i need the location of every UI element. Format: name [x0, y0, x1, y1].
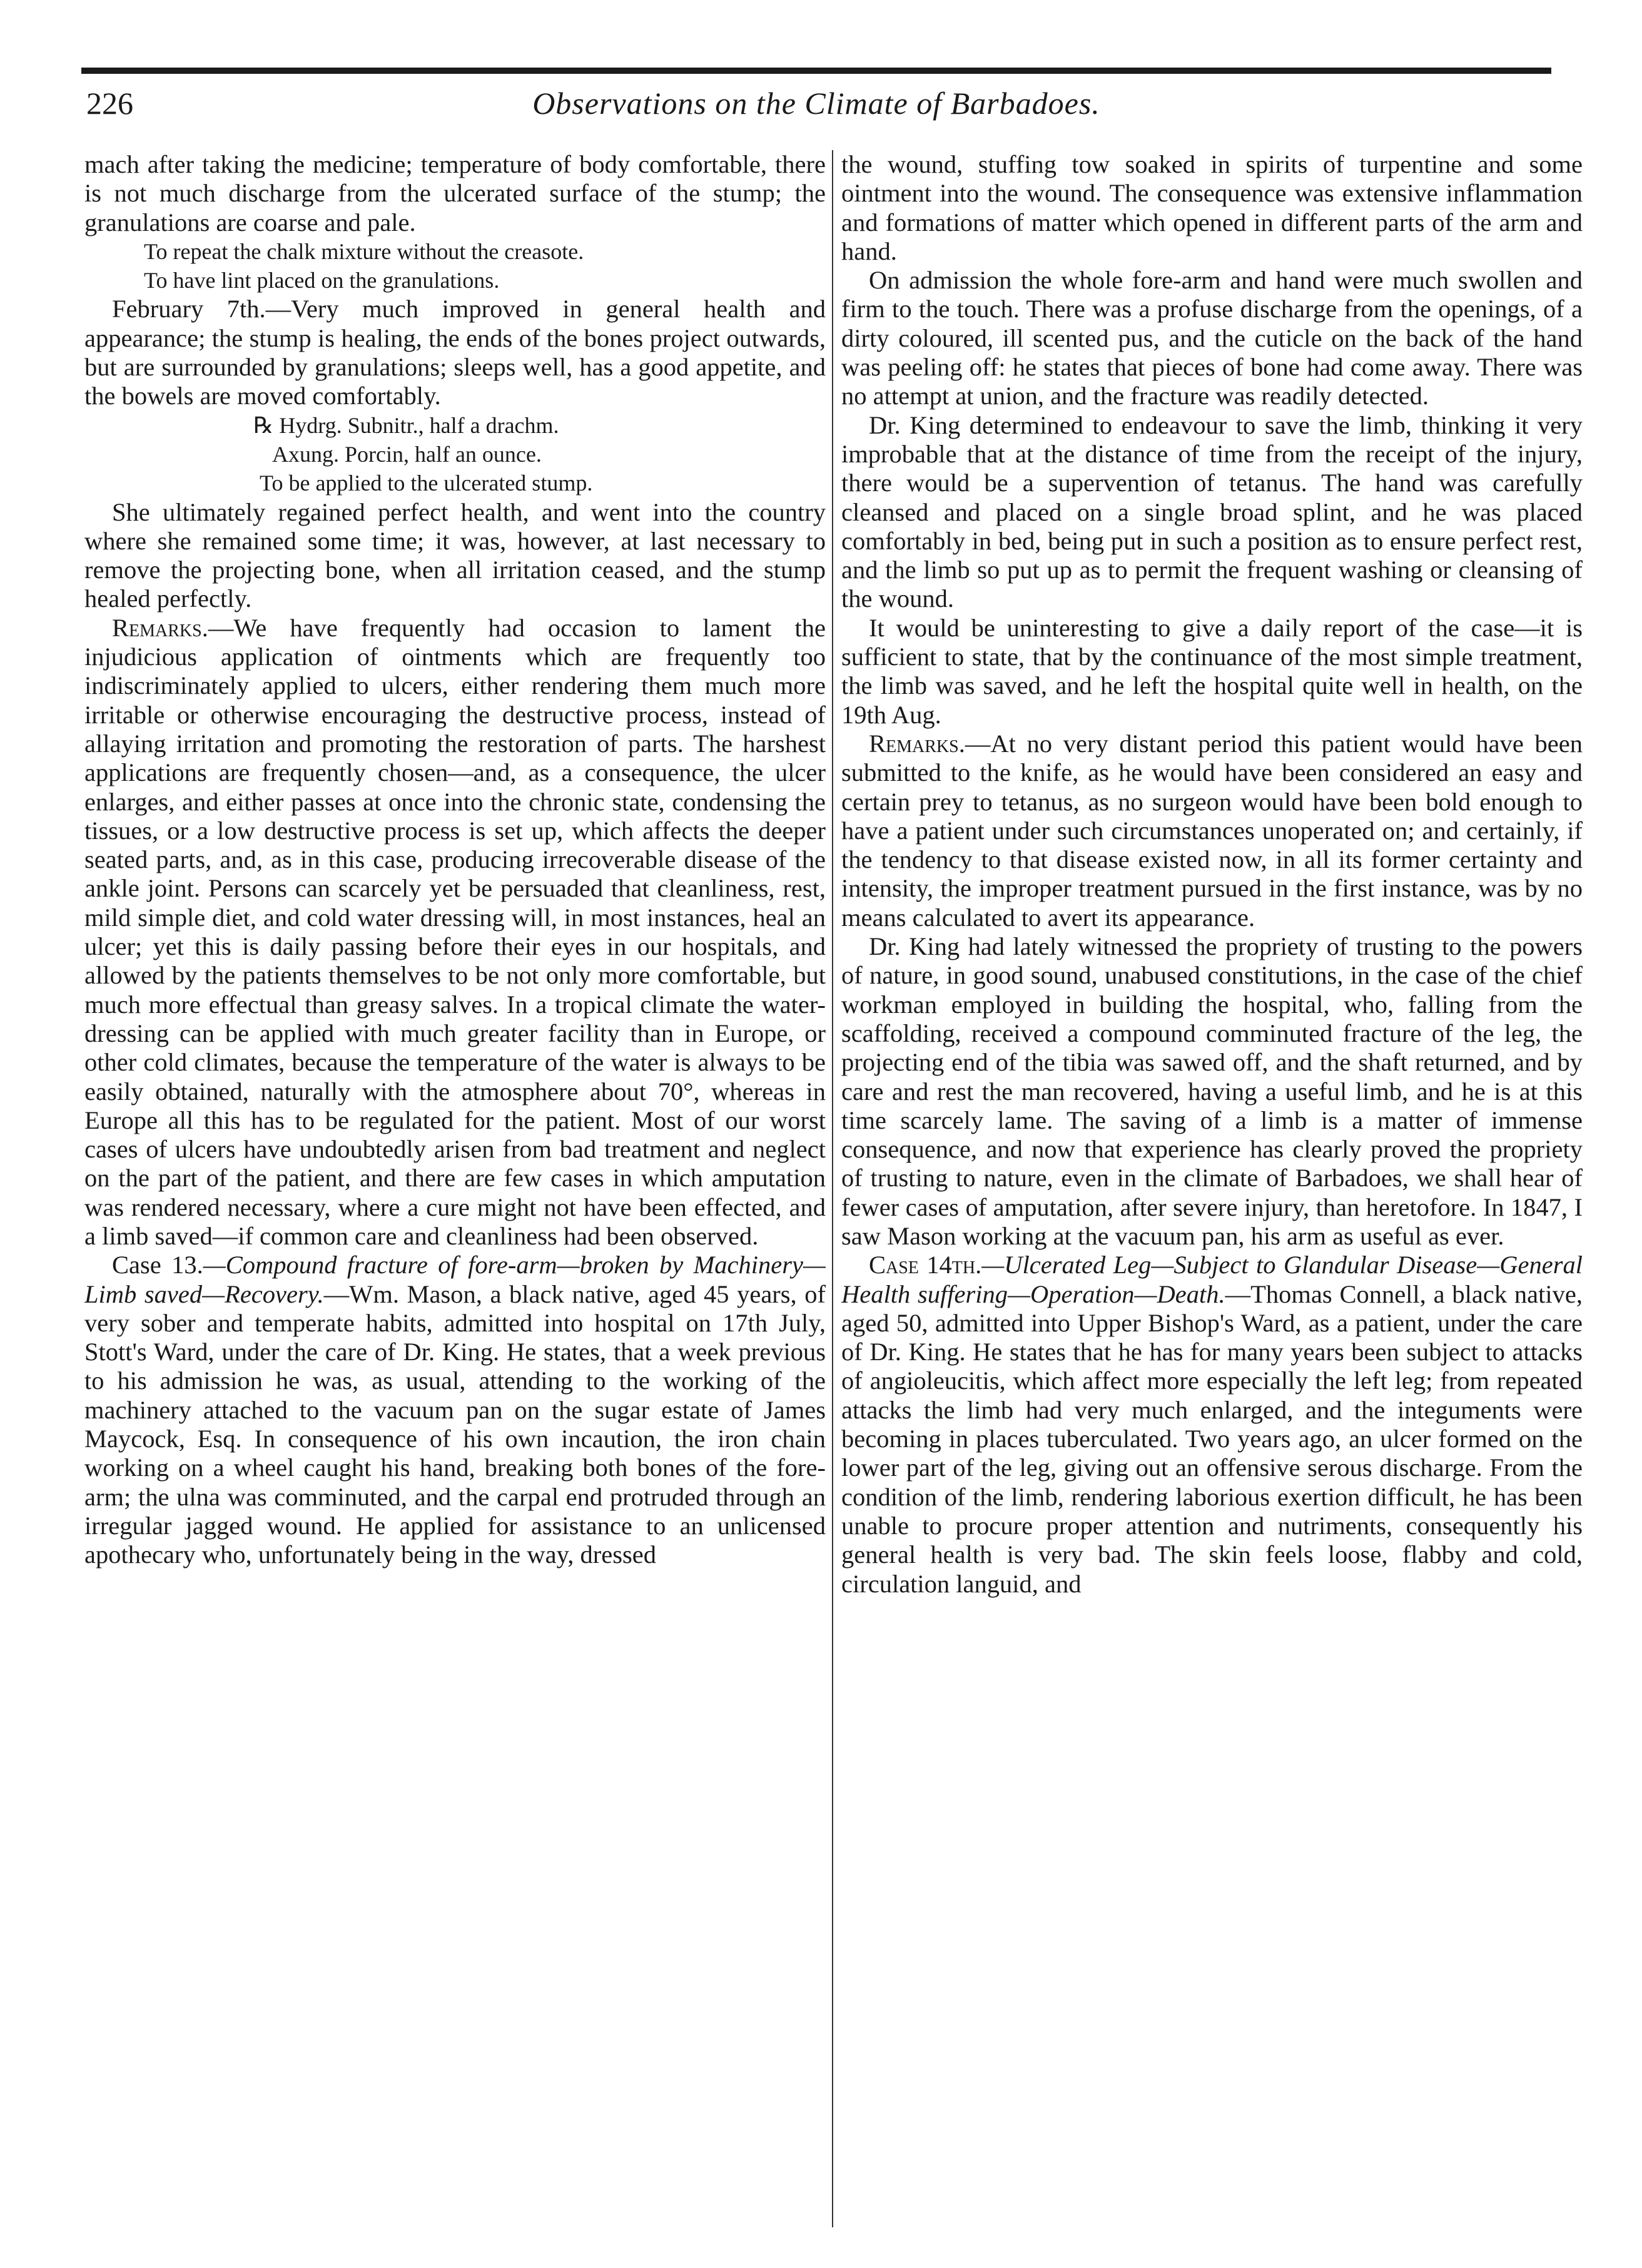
case-label: Case 13. [112, 1251, 203, 1279]
prescription-line: To be applied to the ulcerated stump. [260, 470, 593, 496]
page-number: 226 [86, 86, 133, 121]
remarks-label: Remarks. [112, 613, 208, 642]
paragraph: the wound, stuffing tow soaked in spirits of turpentine and some ointment into the wound. The consequence was extensive inflammation and formations of matter which opened in different parts of the arm and hand. [841, 150, 1583, 265]
column-divider [832, 150, 833, 2227]
paragraph [84, 1251, 826, 1569]
paragraph: It would be uninteresting to give a daily report of the case—it is sufficient to state, that by the continuance of the most simple treatment, the limb was saved, and he left the hospital quite well in health, on the 19th Aug. [841, 613, 1583, 729]
paragraph-text: —Wm. Mason, a black native, aged 45 years, of very sober and temperate habits, admitted into hospital on 17th July, Stott's Ward, under the care of Dr. King. He states, that a week previous to his admission he was, as usual, attending to the working of the machinery attached to the vacuum pan on the sugar estate of James Maycock, Esq. In consequence of his own incaution, the iron chain working on a wheel caught his hand, breaking both bones of the fore-arm; the ulna was comminuted, and the carpal end protruded through an irregular jagged wound. He applied for assistance to an unlicensed apothecary who, unfortunately being in the way, dressed [84, 1279, 826, 1569]
top-rule [81, 68, 1551, 74]
left-column [84, 150, 826, 2227]
prescription-line: To have lint placed on the granulations. [144, 268, 500, 293]
running-title: Observations on the Climate of Barbadoes. [532, 86, 1100, 121]
prescription-line: ℞ Hydrg. Subnitr., half a drachm. [253, 412, 559, 438]
page-header [81, 85, 1551, 129]
paragraph [841, 1251, 1583, 1599]
right-column [841, 150, 1583, 2227]
paragraph [84, 614, 826, 1251]
remarks-label: Remarks. [869, 729, 965, 758]
case-title: —Ulcerated Leg—Subject to Glandular Disease—General Health suffering—Operation—Death. [841, 1251, 1583, 1308]
paragraph: On admission the whole fore-arm and hand were much swollen and firm to the touch. There was a profuse discharge from the openings, of a dirty coloured, ill scented pus, and the cuticle on the back of the hand was peeling off: he states that pieces of bone had come away. There was no attempt at union, and the fracture was readily detected. [841, 266, 1583, 410]
paragraph: Dr. King determined to endeavour to save the limb, thinking it very improbable that at the distance of time from the receipt of the injury, there would be a supervention of tetanus. The hand was carefully cleansed and placed on a single broad splint, and he was placed comfortably in bed, being put in such a position as to ensure perfect rest, and the limb so put up as to permit the frequent washing or cleansing of the wound. [841, 410, 1583, 613]
paragraph: February 7th.—Very much improved in general health and appearance; the stump is healing, the ends of the bones project outwards, but are surrounded by granulations; sleeps well, has a good appetite, and the bowels are moved comfortably. [84, 295, 826, 410]
paragraph-text: —Thomas Connell, a black native, aged 50, admitted into Upper Bishop's Ward, as a patient, under the care of Dr. King. He states that he has for many years been subject to attacks of angioleucitis, which affect more especially the left leg; from repeated attacks the limb had very much enlarged, and the integuments were becoming in places tuberculated. Two years ago, an ulcer formed on the lower part of the leg, giving out an offensive serous discharge. From the condition of the limb, rendering laborious exertion difficult, he has been unable to procure proper attention and nutriments, consequently his general health is very bad. The skin feels loose, flabby and cold, circulation languid, and [841, 1279, 1583, 1598]
prescription-line: Axung. Porcin, half an ounce. [272, 441, 542, 467]
paragraph: mach after taking the medicine; temperature of body comfortable, there is not much discharge from the ulcerated surface of the stump; the granulations are coarse and pale. [84, 150, 826, 236]
paragraph-text: —At no very distant period this patient would have been submitted to the knife, as he would have been considered an easy and certain prey to tetanus, as no surgeon would have been bold enough to have a patient under such circumstances unoperated on; and certainly, if the tendency to that disease existed now, in all its former certainty and intensity, the improper treatment pursued in the first instance, was by no means calculated to avert its appearance. [841, 729, 1583, 932]
paragraph: Dr. King had lately witnessed the propriety of trusting to the powers of nature, in good sound, unabused constitutions, in the case of the chief workman employed in building the hospital, who, falling from the scaffolding, received a compound comminuted fracture of the leg, the projecting end of the tibia was sawed off, and the shaft returned, and by care and rest the man recovered, having a useful limb, and he is at this time scarcely lame. The saving of a limb is a matter of immense consequence, and now that experience has clearly proved the propriety of trusting to nature, even in the climate of Barbadoes, we shall hear of fewer cases of amputation, after severe injury, than heretofore. In 1847, I saw Mason working at the vacuum pan, his arm as useful as ever. [841, 932, 1583, 1250]
paragraph [841, 730, 1583, 932]
prescription-line: To repeat the chalk mixture without the creasote. [144, 238, 584, 264]
case-label: Case 14th. [869, 1251, 982, 1279]
case-title: —Compound fracture of fore-arm—broken by Machinery—Limb saved—Recovery. [84, 1251, 826, 1308]
paragraph-text: —We have frequently had occasion to lament the injudicious application of ointments which are frequently too indiscriminately applied to ulcers, either rendering them much more irritable or otherwise encouraging the destructive process, instead of allaying irritation and promoting the restoration of parts. The harshest applications are frequently chosen—and, as a consequence, the ulcer enlarges, and either passes at once into the chronic state, condensing the tissues, or a low destructive process is set up, which affects the deeper seated parts, and, as in this case, producing irrecoverable disease of the ankle joint. Persons can scarcely yet be persuaded that cleanliness, rest, mild simple diet, and cold water dressing will, in most instances, heal an ulcer; yet this is daily passing before their eyes in our hospitals, and allowed by the patients themselves to be not only more comfortable, but much more effectual than greasy salves. In a tropical climate the water-dressing can be applied with much greater facility than in Europe, or other cold climates, because the temperature of the water is always to be easily obtained, naturally with the atmosphere about 70°, whereas in Europe all this has to be regulated for the patient. Most of our worst cases of ulcers have undoubtedly arisen from bad treatment and neglect on the part of the patient, and there are few cases in which amputation was rendered necessary, where a cure might not have been effected, and a limb saved—if common care and cleanliness had been observed. [84, 613, 826, 1250]
paragraph: She ultimately regained perfect health, and went into the country where she remained some time; it was, however, at last necessary to remove the projecting bone, when all irritation ceased, and the stump healed perfectly. [84, 497, 826, 613]
